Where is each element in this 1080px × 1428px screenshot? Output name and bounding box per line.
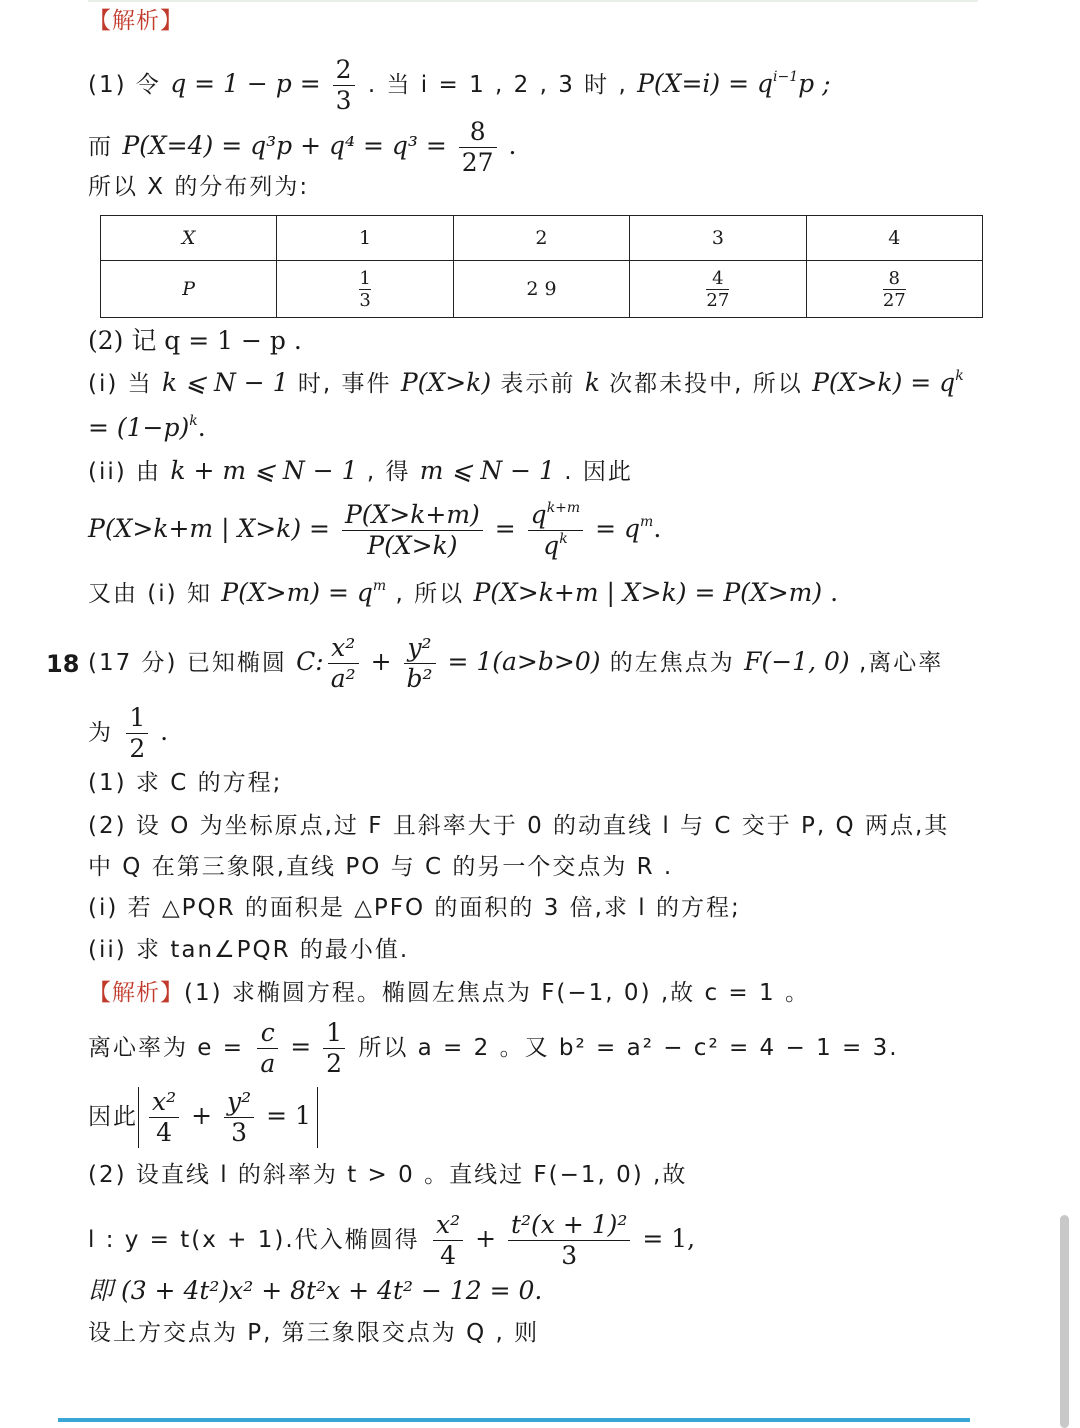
fraction-x2-a2: $\frac{\text{x²}}{\text{a²}}$ <box>328 633 359 694</box>
solution-tag: 【解析】 <box>88 980 184 1006</box>
q18-line-2: 为 $\frac{1}{2}$ . <box>88 703 169 763</box>
table-header-cell: 3 <box>630 216 806 261</box>
fraction-c-a: $\frac{c}{a}$ <box>257 1018 278 1079</box>
question-number: 18 <box>46 650 80 678</box>
table-row <box>101 261 983 318</box>
table-cell: $\frac{8}{27}$ <box>806 261 982 318</box>
q18-line-7: (ii) 求 tan∠PQR 的最小值. <box>88 937 410 963</box>
p2-line-1: (2) 记 q = 1 − p . <box>88 326 302 355</box>
table-header-cell: 4 <box>806 216 982 261</box>
table-header-cell: X <box>101 216 277 261</box>
p2-line-3: = $(1-p)^k$. <box>88 413 206 442</box>
q18-line-1: (17 分) 已知椭圆 C: $\frac{\text{x²}}{\text{a²}}$ + $\frac{\text{y²}}{\text{b²}}$ = 1(a>b>0) 的左焦点为 F(−1, 0) ,离心率 <box>88 633 944 693</box>
fraction-two-thirds: $\frac{2}{3}$ <box>333 55 355 116</box>
top-divider <box>88 0 978 2</box>
q18-line-6: (i) 若 △PQR 的面积是 △PFO 的面积的 3 倍,求 l 的方程; <box>88 895 741 921</box>
fraction-one-half: $\frac{1}{2}$ <box>126 703 148 764</box>
sol-line-6: 即 (3 + 4t²)x² + 8t²x + 4t² − 12 = 0. <box>88 1276 543 1305</box>
q18-line-4: (2) 设 O 为坐标原点,过 F 且斜率大于 0 的动直线 l 与 C 交于 P, Q 两点,其 <box>88 813 950 839</box>
bottom-divider <box>58 1418 970 1422</box>
power-fraction: $\frac{q^{k+m}}{q^k}$ <box>528 500 584 561</box>
table-header-cell: 1 <box>277 216 453 261</box>
p1-line-2: 而 P(X=4) = q³p + q⁴ = q³ = $\frac{8}{27}$ . <box>88 117 517 177</box>
vertical-scrollbar[interactable] <box>1060 1215 1069 1428</box>
p2-line-5: P(X>k+m | X>k) = $\frac{P(X>k+m)}{P(X>k)}$ = $\frac{q^{k+m}}{q^k}$ = $q^m$. <box>88 500 662 560</box>
q18-line-3: (1) 求 C 的方程; <box>88 770 283 796</box>
analysis-heading: 【解析】 <box>88 8 184 34</box>
fraction-y2-b2: $\frac{\text{y²}}{\text{b²}}$ <box>404 633 436 694</box>
fraction-one-half: $\frac{1}{2}$ <box>323 1018 345 1079</box>
p2-line-2: (i) 当 k ⩽ N − 1 时, 事件 P(X>k) 表示前 k 次都未投中, 所以 $P(X>k) = q^k$ <box>88 368 964 397</box>
table-cell: $\frac{1}{3}$ <box>277 261 453 318</box>
table-row-label: P <box>101 261 277 318</box>
sol-line-7: 设上方交点为 P, 第三象限交点为 Q , 则 <box>88 1320 540 1346</box>
table-cell: 2 9 <box>453 261 629 318</box>
table-cell: $\frac{4}{27}$ <box>630 261 806 318</box>
distribution-table <box>100 215 983 318</box>
sol-line-3: 因此 $\frac{\text{x²}}{4}$ + $\frac{\text{y²}}{3}$ = 1 <box>88 1087 318 1148</box>
table-row <box>101 216 983 261</box>
boxed-equation: $\frac{\text{x²}}{4}$ + $\frac{\text{y²}}{3}$ = 1 <box>138 1087 318 1148</box>
q18-line-5: 中 Q 在第三象限,直线 PO 与 C 的另一个交点为 R . <box>88 854 674 880</box>
sol-line-4: (2) 设直线 l 的斜率为 t > 0 。直线过 F(−1, 0) ,故 <box>88 1162 688 1188</box>
p1-line-3: 所以 X 的分布列为: <box>88 174 310 200</box>
p2-line-4: (ii) 由 k + m ⩽ N − 1 , 得 m ⩽ N − 1 . 因此 <box>88 456 633 485</box>
sol-line-1: 【解析】(1) 求椭圆方程。椭圆左焦点为 F(−1, 0) ,故 c = 1 。 <box>88 980 810 1006</box>
conditional-fraction: $\frac{P(X>k+m)}{P(X>k)}$ <box>342 500 483 561</box>
table-header-cell: 2 <box>453 216 629 261</box>
sol-line-5: l : y = t(x + 1).代入椭圆得 $\frac{\text{x²}}{4}$ + $\frac{\text{t²(x + 1)²}}{3}$ = 1, <box>88 1210 696 1270</box>
p2-line-6: 又由 (i) 知 $P(X>m) = q^m$ , 所以 P(X>k+m | X>k) = P(X>m) . <box>88 578 839 607</box>
sol-line-2: 离心率为 e = $\frac{c}{a}$ = $\frac{1}{2}$ 所以 a = 2 。又 b² = a² − c² = 4 − 1 = 3. <box>88 1018 899 1078</box>
fraction-eight-27: $\frac{8}{27}$ <box>459 117 497 178</box>
p1-line-1: (1) 令 q = 1 − p = $\frac{2}{3}$ . 当 i = 1 , 2 , 3 时 , $P(X=i) = q^{i-1}p$ ; <box>88 55 831 115</box>
